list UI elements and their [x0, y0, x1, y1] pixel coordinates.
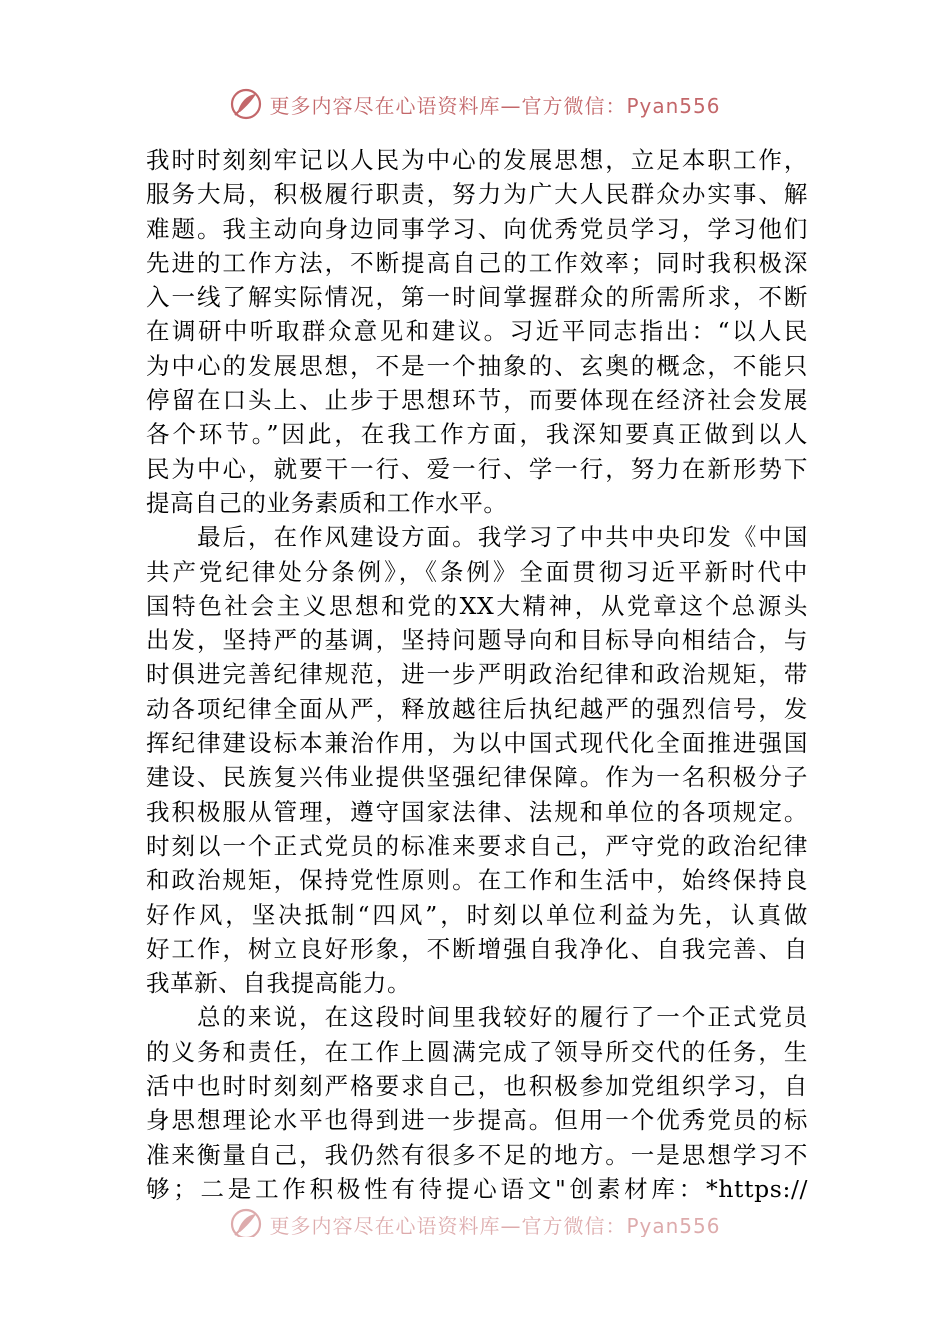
text-line: 挥纪律建设标本兼治作用，为以中国式现代化全面推进强国: [146, 729, 808, 758]
text-line: 好工作，树立良好形象，不断增强自我净化、自我完善、自: [146, 934, 808, 963]
text-line: 国特色社会主义思想和党的XX大精神，从党章这个总源头: [146, 591, 808, 620]
text-line: 好作风，坚决抵制“四风”，时刻以单位利益为先，认真做: [146, 900, 808, 929]
text-line: 身思想理论水平也得到进一步提高。但用一个优秀党员的标: [146, 1106, 808, 1135]
text-line: 我时时刻刻牢记以人民为中心的发展思想，立足本职工作，: [146, 146, 808, 174]
text-line: 准来衡量自己，我仍然有很多不足的地方。一是思想学习不: [146, 1140, 808, 1169]
text-line: 服务大局，积极履行职责，努力为广大人民群众办实事、解: [146, 180, 808, 209]
text-line: 我革新、自我提高能力。: [146, 969, 412, 998]
text-line: 入一线了解实际情况，第一时间掌握群众的所需所求，不断: [146, 283, 808, 312]
text-line: 最后，在作风建设方面。我学习了中共中央印发《中国: [146, 523, 808, 552]
text-line: 停留在口头上、止步于思想环节，而要体现在经济社会发展: [146, 386, 808, 415]
text-line: 建设、民族复兴伟业提供坚强纪律保障。作为一名积极分子: [146, 763, 808, 792]
pen-logo-icon: [229, 87, 263, 121]
footer-watermark-text: 更多内容尽在心语资料库—官方微信：Pyan556: [269, 1213, 721, 1237]
text-line: 各个环节。”因此，在我工作方面，我深知要真正做到以人: [146, 420, 808, 449]
text-line: 为中心的发展思想，不是一个抽象的、玄奥的概念，不能只: [146, 351, 808, 380]
header-watermark-text: 更多内容尽在心语资料库—官方微信：Pyan556: [269, 93, 721, 118]
text-line: 时刻以一个正式党员的标准来要求自己，严守党的政治纪律: [146, 831, 808, 860]
text-line: 的义务和责任，在工作上圆满完成了领导所交代的任务，生: [146, 1037, 808, 1066]
text-line: 共产党纪律处分条例》，《条例》全面贯彻习近平新时代中: [146, 557, 808, 586]
text-line: 提高自己的业务素质和工作水平。: [146, 488, 508, 517]
text-line: 先进的工作方法，不断提高自己的工作效率；同时我积极深: [146, 248, 808, 277]
pen-logo-icon: [229, 1207, 263, 1237]
text-line: 在调研中听取群众意见和建议。习近平同志指出：“以人民: [146, 317, 808, 346]
text-line: 民为中心，就要干一行、爱一行、学一行，努力在新形势下: [146, 454, 808, 483]
text-line: 活中也时时刻刻严格要求自己，也积极参加党组织学习，自: [146, 1072, 808, 1101]
text-line: 难题。我主动向身边同事学习、向优秀党员学习，学习他们: [146, 214, 808, 243]
text-line: 动各项纪律全面从严，释放越往后执纪越严的强烈信号，发: [146, 694, 808, 723]
text-line: 出发，坚持严的基调，坚持问题导向和目标导向相结合，与: [146, 626, 808, 655]
footer-watermark: [0, 1203, 950, 1237]
document-body: [146, 143, 808, 1206]
text-line: 总的来说，在这段时间里我较好的履行了一个正式党员: [146, 1003, 808, 1032]
text-line: 够；二是工作积极性有待提心语文"创素材库：*https://: [146, 1174, 808, 1203]
text-line: 我积极服从管理，遵守国家法律、法规和单位的各项规定。: [146, 797, 808, 826]
text-line: 时俱进完善纪律规范，进一步严明政治纪律和政治规矩，带: [146, 660, 808, 689]
header-watermark: [0, 84, 950, 124]
text-line: 和政治规矩，保持党性原则。在工作和生活中，始终保持良: [146, 866, 808, 895]
